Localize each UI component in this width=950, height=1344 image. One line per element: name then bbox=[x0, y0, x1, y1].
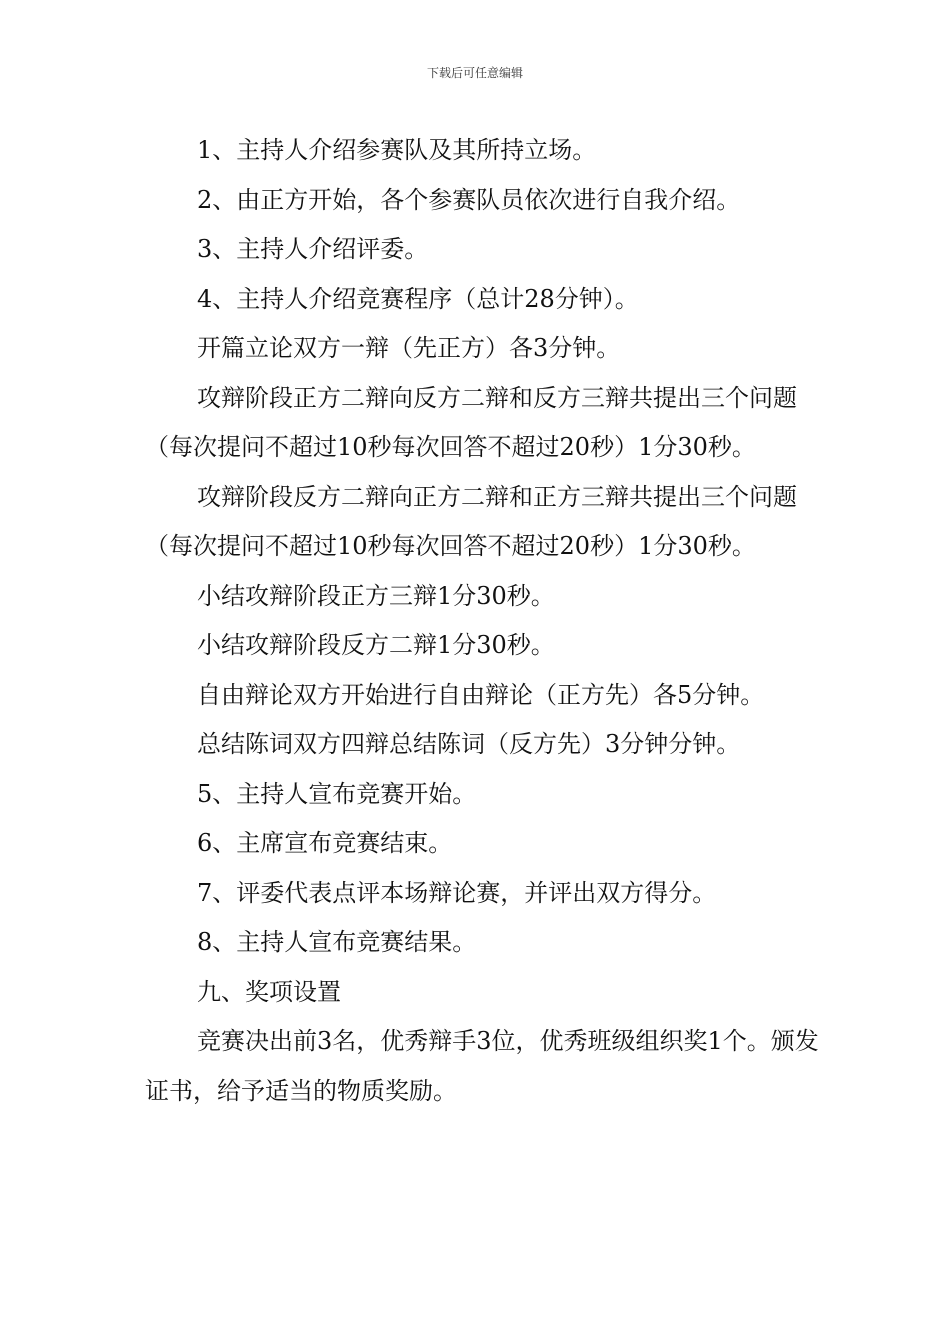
paragraph-host-intro-procedure: 4、主持人介绍竞赛程序（总计28分钟）。 bbox=[197, 284, 639, 313]
section-heading-awards: 九、奖项设置 bbox=[197, 977, 341, 1006]
paragraph-summary-affirmative: 小结攻辩阶段正方三辩1分30秒。 bbox=[197, 581, 555, 610]
paragraph-host-intro-teams: 1、主持人介绍参赛队及其所持立场。 bbox=[197, 136, 597, 164]
paragraph-cross-exam-negative: 攻辩阶段反方二辩向正方二辩和正方三辩共提出三个问题（每次提问不超过10秒每次回答不超过20秒）1分30秒。 bbox=[145, 482, 797, 560]
paragraph-host-announce-start: 5、主持人宣布竞赛开始。 bbox=[197, 779, 477, 808]
paragraph-summary-negative: 小结攻辩阶段反方二辩1分30秒。 bbox=[197, 631, 555, 659]
paragraph-judge-review: 7、评委代表点评本场辩论赛，并评出双方得分。 bbox=[197, 878, 717, 907]
paragraph-free-debate: 自由辩论双方开始进行自由辩论（正方先）各5分钟。 bbox=[197, 680, 765, 709]
paragraph-cross-exam-affirmative: 攻辩阶段正方二辩向反方二辩和反方三辩共提出三个问题（每次提问不超过10秒每次回答不超过20秒）1分30秒。 bbox=[145, 383, 797, 461]
page-header: 下载后可任意编辑 bbox=[426, 66, 523, 80]
paragraph-host-announce-results: 8、主持人宣布竞赛结果。 bbox=[197, 928, 477, 956]
paragraph-host-intro-judges: 3、主持人介绍评委。 bbox=[197, 235, 429, 263]
paragraph-self-introduction: 2、由正方开始，各个参赛队员依次进行自我介绍。 bbox=[197, 185, 741, 214]
paragraph-opening-statements: 开篇立论双方一辩（先正方）各3分钟。 bbox=[197, 334, 621, 362]
paragraph-chair-announce-end: 6、主席宣布竞赛结束。 bbox=[197, 829, 453, 857]
document-body bbox=[145, 126, 825, 1116]
paragraph-closing-statements: 总结陈词双方四辩总结陈词（反方先）3分钟分钟。 bbox=[197, 730, 741, 758]
paragraph-awards-detail: 竞赛决出前3名，优秀辩手3位，优秀班级组织奖1个。颁发证书，给予适当的物质奖励。 bbox=[145, 1027, 819, 1105]
